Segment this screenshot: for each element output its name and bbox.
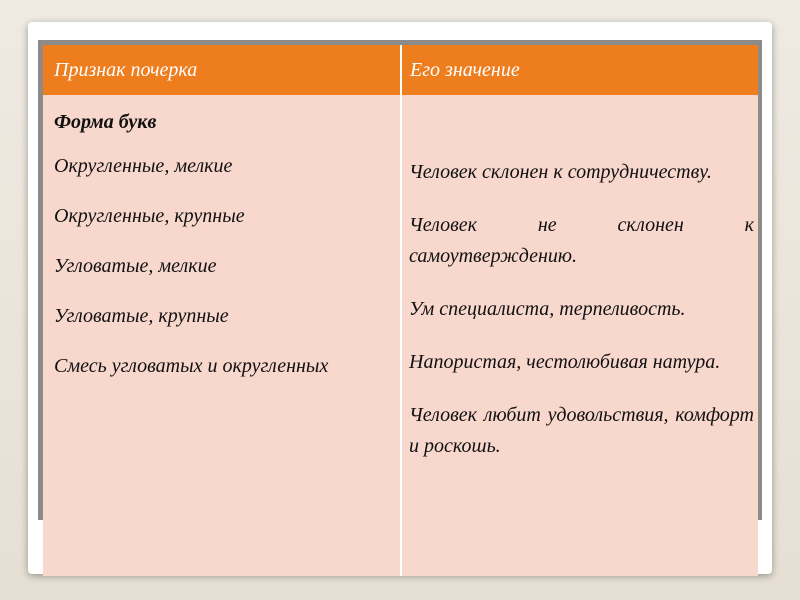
feature-column (54, 107, 396, 401)
meaning-item: Человек не склонен к самоутверждению. (409, 214, 754, 267)
header-cell-meaning: Его значение (410, 59, 520, 81)
feature-heading: Форма букв (54, 111, 157, 133)
meaning-item: Напористая, честолюбивая натура. (409, 351, 721, 373)
feature-item: Угловатые, мелкие (54, 255, 217, 277)
feature-item: Округленные, крупные (54, 205, 245, 227)
meaning-item: Ум специалиста, терпеливость. (409, 298, 686, 320)
meaning-item: Человек любит удовольствия, комфорт и роскошь. (409, 404, 754, 457)
feature-item: Угловатые, крупные (54, 305, 229, 327)
column-divider (400, 45, 402, 576)
feature-item: Округленные, мелкие (54, 155, 233, 177)
feature-item: Смесь угловатых и округленных (54, 355, 329, 377)
meaning-item: Человек склонен к сотрудничеству. (409, 161, 712, 183)
header-cell-feature: Признак почерка (54, 59, 198, 81)
meaning-column (409, 157, 754, 484)
handwriting-table (43, 45, 758, 576)
